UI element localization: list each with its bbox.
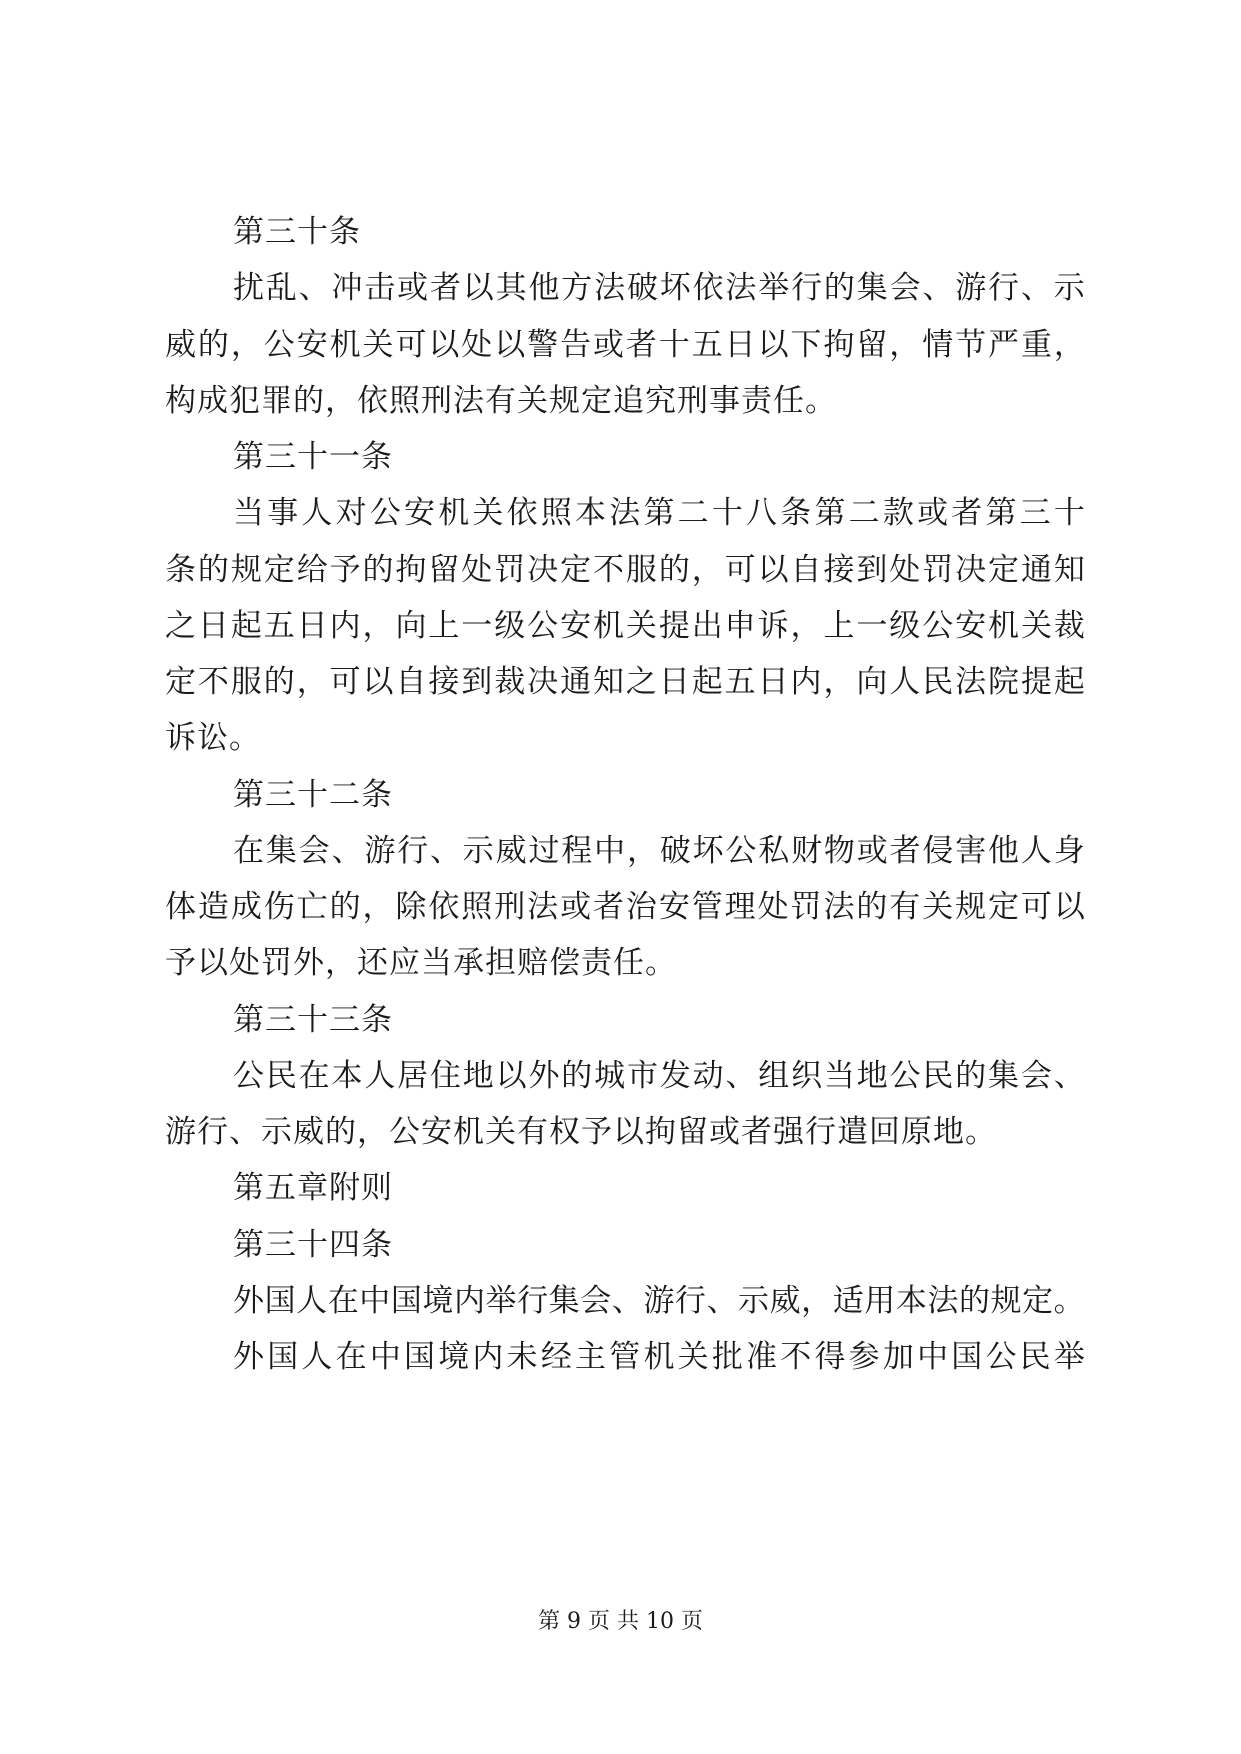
paragraph-line: 外 国 人 在 中 国 境 内 未 经 主 管 机 关 批 准 不 得 参 加 中 国 公 民 举 — [233, 1339, 1085, 1375]
page-number-footer: 第 9 页 共 10 页 — [538, 1609, 703, 1634]
chapter-heading: 第五章附则 — [233, 1170, 393, 1206]
paragraph-line: 体 造 成 伤 亡 的 ， 除 依 照 刑 法 或 者 治 安 管 理 处 罚 法 的 有 关 规 定 可 以 — [165, 889, 1085, 925]
article-heading: 第三十四条 — [233, 1227, 393, 1263]
paragraph-line: 条 的 规 定 给 予 的 拘 留 处 罚 决 定 不 服 的 ， 可 以 自 接 到 处 罚 决 定 通 知 — [165, 552, 1085, 588]
article-heading: 第三十条 — [233, 214, 361, 250]
paragraph-line: 予以处罚外，还应当承担赔偿责任。 — [165, 945, 677, 981]
paragraph-line: 扰 乱 、 冲 击 或 者 以 其 他 方 法 破 坏 依 法 举 行 的 集 会 、 游 行 、 示 — [233, 270, 1085, 306]
paragraph-line: 外 国 人 在 中 国 境 内 举 行 集 会 、 游 行 、 示 威 ， 适 用 本 法 的 规 定 。 — [233, 1283, 1085, 1319]
paragraph-line: 当 事 人 对 公 安 机 关 依 照 本 法 第 二 十 八 条 第 二 款 或 者 第 三 十 — [233, 495, 1085, 531]
paragraph-line: 在 集 会 、 游 行 、 示 威 过 程 中 ， 破 坏 公 私 财 物 或 者 侵 害 他 人 身 — [233, 833, 1085, 869]
paragraph-line: 诉讼。 — [165, 720, 261, 756]
paragraph-line: 威 的 ， 公 安 机 关 可 以 处 以 警 告 或 者 十 五 日 以 下 拘 留 ， 情 节 严 重 ， — [165, 327, 1085, 363]
paragraph-line: 公 民 在 本 人 居 住 地 以 外 的 城 市 发 动 、 组 织 当 地 公 民 的 集 会 、 — [233, 1058, 1085, 1094]
paragraph-line: 之 日 起 五 日 内 ， 向 上 一 级 公 安 机 关 提 出 申 诉 ， 上 一 级 公 安 机 关 裁 — [165, 608, 1085, 644]
paragraph-line: 游行、示威的，公安机关有权予以拘留或者强行遣回原地。 — [165, 1114, 997, 1150]
article-heading: 第三十一条 — [233, 439, 393, 475]
paragraph-line: 定 不 服 的 ， 可 以 自 接 到 裁 决 通 知 之 日 起 五 日 内 ， 向 人 民 法 院 提 起 — [165, 664, 1085, 700]
article-heading: 第三十三条 — [233, 1002, 393, 1038]
paragraph-line: 构成犯罪的，依照刑法有关规定追究刑事责任。 — [165, 383, 837, 419]
article-heading: 第三十二条 — [233, 777, 393, 813]
